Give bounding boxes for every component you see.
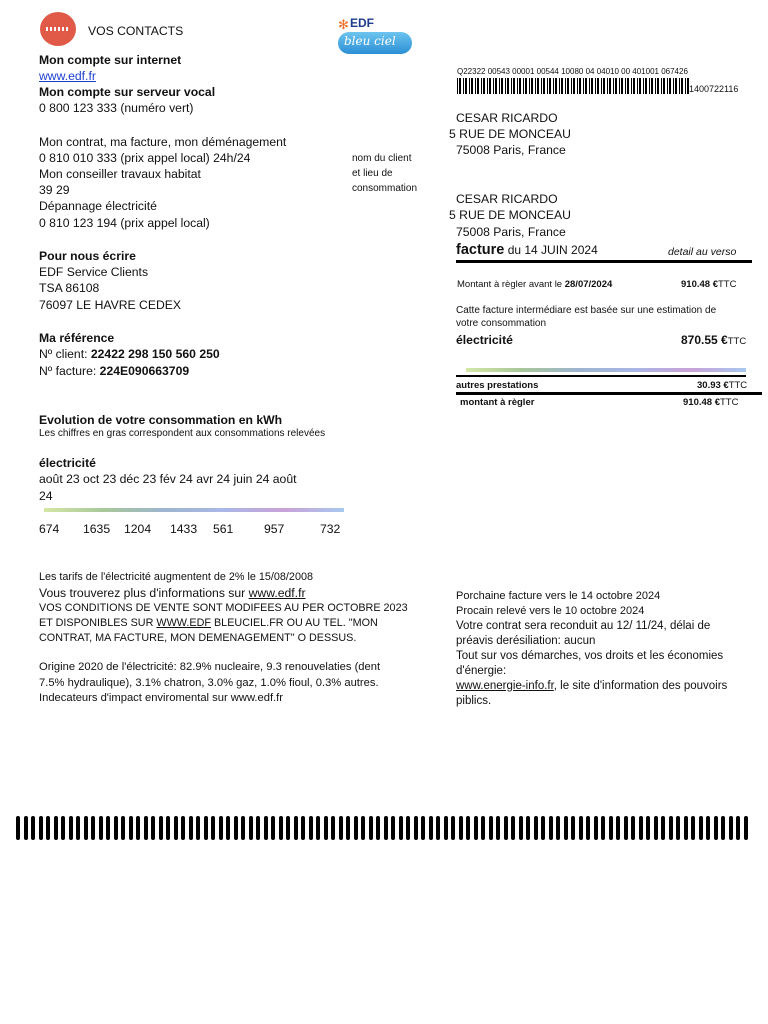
barcode-bar bbox=[174, 816, 178, 840]
next-line-2: Procain relevé vers le 10 octobre 2024 bbox=[456, 605, 645, 617]
depannage-number: 0 810 123 194 (prix appel local) bbox=[39, 216, 210, 230]
recipient-2-name: CESAR RICARDO bbox=[456, 192, 558, 206]
consumption-value-2: 1635 bbox=[83, 522, 111, 536]
invoice-total-rule bbox=[456, 392, 762, 395]
barcode-bar bbox=[624, 816, 628, 840]
barcode-bar bbox=[609, 816, 613, 840]
next-line-8: piblics. bbox=[456, 695, 492, 707]
recipient-1-street: 5 RUE DE MONCEAU bbox=[449, 127, 571, 141]
estimation-line-2: votre consommation bbox=[456, 318, 547, 329]
write-line-2: TSA 86108 bbox=[39, 281, 100, 295]
barcode-bar bbox=[691, 816, 695, 840]
barcode-bar bbox=[376, 816, 380, 840]
barcode-bar bbox=[61, 816, 65, 840]
barcode-bar bbox=[219, 816, 223, 840]
consumption-value-3: 1204 bbox=[124, 522, 152, 536]
consumption-value-1: 674 bbox=[39, 522, 60, 536]
barcode-bar bbox=[99, 816, 103, 840]
barcode-bar bbox=[249, 816, 253, 840]
barcode-number: 1400722116 bbox=[689, 84, 739, 94]
recipient-2-city: 75008 Paris, France bbox=[456, 225, 566, 239]
barcode-bar bbox=[729, 816, 733, 840]
barcode-bar bbox=[189, 816, 193, 840]
edf-wordmark: EDF bbox=[350, 16, 374, 30]
barcode-bar bbox=[151, 816, 155, 840]
barcode-bar bbox=[736, 816, 740, 840]
barcode-bar bbox=[406, 816, 410, 840]
barcode-bar bbox=[369, 816, 373, 840]
barcode-bar bbox=[744, 816, 748, 840]
barcode-bar bbox=[46, 816, 50, 840]
next-line-7: www.energie-info.fr, le site d'information des pouvoirs bbox=[456, 680, 728, 692]
barcode-bar bbox=[511, 816, 515, 840]
barcode-bar bbox=[166, 816, 170, 840]
barcode-bar bbox=[309, 816, 313, 840]
barcode-bar bbox=[271, 816, 275, 840]
side-note-2: et lieu de bbox=[352, 168, 393, 179]
origine-line-3: Indecateurs d'impact enviromental sur www.edf.fr bbox=[39, 692, 284, 704]
barcode-bar bbox=[496, 816, 500, 840]
next-line-3: Votre contrat sera reconduit au 12/ 11/24, délai de bbox=[456, 620, 711, 632]
bleu-ciel-wordmark: bleu ciel bbox=[344, 34, 396, 48]
energie-info-link[interactable]: www.energie-info.fr bbox=[456, 680, 554, 692]
barcode-bar bbox=[504, 816, 508, 840]
barcode-bar bbox=[421, 816, 425, 840]
write-line-3: 76097 LE HAVRE CEDEX bbox=[39, 298, 182, 312]
origine-line-2: 7.5% hydraulique), 3.1% chatron, 3.0% gaz, 1.0% fioul, 0.3% autres. bbox=[39, 677, 379, 689]
barcode-bar bbox=[16, 816, 20, 840]
consumption-value-5: 561 bbox=[213, 522, 234, 536]
evolution-title: Evolution de votre consommation en kWh bbox=[39, 413, 283, 427]
barcode-bar bbox=[399, 816, 403, 840]
recipient-1-city: 75008 Paris, France bbox=[456, 143, 566, 157]
next-line-6: d'énergie: bbox=[456, 665, 507, 677]
estimation-line-1: Catte facture intermédiare est basée sur une estimation de bbox=[456, 305, 717, 316]
consumption-value-6: 957 bbox=[264, 522, 285, 536]
barcode-bar bbox=[241, 816, 245, 840]
vocal-title: Mon compte sur serveur vocal bbox=[39, 85, 216, 99]
barcode-bar bbox=[256, 816, 260, 840]
montant-due-value: 910.48 €TTC bbox=[681, 279, 737, 290]
consumption-gradient-bar bbox=[44, 508, 344, 512]
total-value: 910.48 €TTC bbox=[683, 397, 739, 408]
edf-link-note[interactable]: www.edf.fr bbox=[248, 586, 306, 600]
side-note-3: consommation bbox=[352, 183, 418, 194]
origine-line-1: Origine 2020 de l'électricité: 82.9% nucleaire, 9.3 renouvelaties (dent bbox=[39, 661, 381, 673]
barcode-bar bbox=[519, 816, 523, 840]
barcode-bar bbox=[39, 816, 43, 840]
next-line-5: Tout sur vos démarches, vos droits et les économies bbox=[456, 650, 724, 662]
client-number: Nº client: 22422 298 150 560 250 bbox=[39, 347, 220, 361]
barcode-bar bbox=[196, 816, 200, 840]
barcode-bar bbox=[549, 816, 553, 840]
barcode-bar bbox=[556, 816, 560, 840]
barcode-bar bbox=[54, 816, 58, 840]
internet-title: Mon compte sur internet bbox=[39, 53, 182, 67]
barcode-bar bbox=[69, 816, 73, 840]
barcode-bar bbox=[721, 816, 725, 840]
barcode-bar bbox=[706, 816, 710, 840]
total-label: montant à règler bbox=[460, 397, 535, 408]
barcode-bar bbox=[354, 816, 358, 840]
barcode-bar bbox=[339, 816, 343, 840]
barcode-bar bbox=[444, 816, 448, 840]
barcode-bar bbox=[526, 816, 530, 840]
electricite-label: électricité bbox=[456, 333, 513, 347]
barcode-bar bbox=[601, 816, 605, 840]
side-note-1: nom du client bbox=[352, 153, 412, 164]
barcode-code: Q22322 00543 00001 00544 10080 04 04010 00 401001 067426 bbox=[457, 67, 688, 76]
barcode-bar bbox=[279, 816, 283, 840]
barcode-bar bbox=[324, 816, 328, 840]
barcode-bar bbox=[676, 816, 680, 840]
montant-due-label: Montant à règler avant le 28/07/2024 bbox=[457, 279, 613, 290]
invoice-top-rule bbox=[456, 260, 752, 263]
barcode-bar bbox=[331, 816, 335, 840]
conditions-line-3: CONTRAT, MA FACTURE, MON DEMENAGEMENT" O DESSUS. bbox=[39, 632, 357, 644]
months-line-2: 24 bbox=[39, 489, 53, 503]
barcode-bar bbox=[316, 816, 320, 840]
barcode-bar bbox=[669, 816, 673, 840]
depannage-title: Dépannage électricité bbox=[39, 199, 157, 213]
contacts-title: VOS CONTACTS bbox=[88, 24, 184, 38]
barcode-bar bbox=[436, 816, 440, 840]
barcode-bar bbox=[391, 816, 395, 840]
autres-label: autres prestations bbox=[456, 380, 539, 391]
next-line-1: Porchaine facture vers le 14 octobre 2024 bbox=[456, 590, 661, 602]
barcode-bar bbox=[616, 816, 620, 840]
recipient-1-name: CESAR RICARDO bbox=[456, 111, 558, 125]
barcode-bar bbox=[684, 816, 688, 840]
write-line-1: EDF Service Clients bbox=[39, 265, 149, 279]
barcode-bar bbox=[541, 816, 545, 840]
contrat-number: 0 810 010 333 (prix appel local) 24h/24 bbox=[39, 151, 251, 165]
barcode-bar bbox=[646, 816, 650, 840]
barcode-bar bbox=[361, 816, 365, 840]
barcode-bar bbox=[301, 816, 305, 840]
barcode-bar bbox=[571, 816, 575, 840]
barcode-bar bbox=[144, 816, 148, 840]
barcode-bar bbox=[346, 816, 350, 840]
autres-value: 30.93 €TTC bbox=[697, 380, 748, 391]
barcode-bar bbox=[84, 816, 88, 840]
consumption-value-7: 732 bbox=[320, 522, 341, 536]
write-title: Pour nous écrire bbox=[39, 249, 136, 263]
barcode-bar bbox=[429, 816, 433, 840]
barcode-bar bbox=[459, 816, 463, 840]
barcode-bar bbox=[76, 816, 80, 840]
consumption-value-4: 1433 bbox=[170, 522, 198, 536]
barcode-bar bbox=[286, 816, 290, 840]
barcode-bar bbox=[474, 816, 478, 840]
recipient-2-street: 5 RUE DE MONCEAU bbox=[449, 208, 571, 222]
barcode-bar bbox=[234, 816, 238, 840]
barcode-bar bbox=[31, 816, 35, 840]
barcode-bar bbox=[481, 816, 485, 840]
months-line-1: août 23 oct 23 déc 23 fév 24 avr 24 juin 24 août bbox=[39, 472, 297, 486]
detail-verso: detail au verso bbox=[668, 246, 737, 258]
barcode-bar bbox=[699, 816, 703, 840]
barcode-bar bbox=[586, 816, 590, 840]
barcode-bar bbox=[414, 816, 418, 840]
barcode-bar bbox=[129, 816, 133, 840]
invoice-mid-rule bbox=[456, 375, 746, 377]
barcode-bar bbox=[264, 816, 268, 840]
edf-bleu-ciel-logo bbox=[336, 16, 416, 56]
barcode-bar bbox=[181, 816, 185, 840]
barcode-bar bbox=[631, 816, 635, 840]
barcode-bar bbox=[489, 816, 493, 840]
tarifs-note: Les tarifs de l'électricité augmentent de 2% le 15/08/2008 bbox=[39, 571, 313, 583]
barcode-bar bbox=[714, 816, 718, 840]
barcode-bar bbox=[534, 816, 538, 840]
barcode-bar bbox=[639, 816, 643, 840]
barcode-bar bbox=[661, 816, 665, 840]
barcode-bar bbox=[204, 816, 208, 840]
conseiller-number: 39 29 bbox=[39, 183, 70, 197]
barcode-bar bbox=[226, 816, 230, 840]
conditions-line-2: ET DISPONIBLES SUR WWW.EDF BLEUCIEL.FR OU AU TEL. "MON bbox=[39, 617, 378, 629]
barcode-bar bbox=[654, 816, 658, 840]
edf-circle-logo bbox=[40, 12, 76, 46]
barcode-bar bbox=[579, 816, 583, 840]
reference-title: Ma référence bbox=[39, 331, 115, 345]
conditions-line-1: VOS CONDITIONS DE VENTE SONT MODIFEES AU PER OCTOBRE 2023 bbox=[39, 602, 408, 614]
barcode-bar bbox=[294, 816, 298, 840]
vocal-number: 0 800 123 333 (numéro vert) bbox=[39, 101, 194, 115]
invoice-gradient-bar bbox=[466, 368, 746, 372]
barcode-bar bbox=[466, 816, 470, 840]
next-line-4: préavis derésiliation: aucun bbox=[456, 635, 596, 647]
barcode-bar bbox=[594, 816, 598, 840]
series-label: électricité bbox=[39, 456, 96, 470]
evolution-subtitle: Les chiffres en gras correspondent aux consommations relevées bbox=[39, 428, 326, 439]
barcode-bar bbox=[384, 816, 388, 840]
electricite-value: 870.55 €TTC bbox=[681, 333, 747, 347]
facture-number: Nº facture: 224E090663709 bbox=[39, 364, 190, 378]
trouverez-note: Vous trouverez plus d'informations sur www.edf.fr bbox=[39, 586, 306, 600]
barcode-bar bbox=[106, 816, 110, 840]
barcode-bar bbox=[159, 816, 163, 840]
barcode-bar bbox=[136, 816, 140, 840]
barcode-image bbox=[457, 78, 689, 94]
barcode-bar bbox=[211, 816, 215, 840]
barcode-bar bbox=[564, 816, 568, 840]
conseiller-title: Mon conseiller travaux habitat bbox=[39, 167, 201, 181]
contrat-title: Mon contrat, ma facture, mon déménagement bbox=[39, 135, 287, 149]
barcode-bar bbox=[24, 816, 28, 840]
barcode-bar bbox=[451, 816, 455, 840]
barcode-bar bbox=[114, 816, 118, 840]
edf-website-link[interactable]: www.edf.fr bbox=[39, 69, 96, 83]
barcode-bar bbox=[91, 816, 95, 840]
barcode-bar bbox=[121, 816, 125, 840]
postal-barcode bbox=[16, 816, 752, 840]
invoice-heading: facture du 14 JUIN 2024 bbox=[456, 242, 598, 258]
edf-flower-icon: ✻ bbox=[338, 17, 349, 32]
